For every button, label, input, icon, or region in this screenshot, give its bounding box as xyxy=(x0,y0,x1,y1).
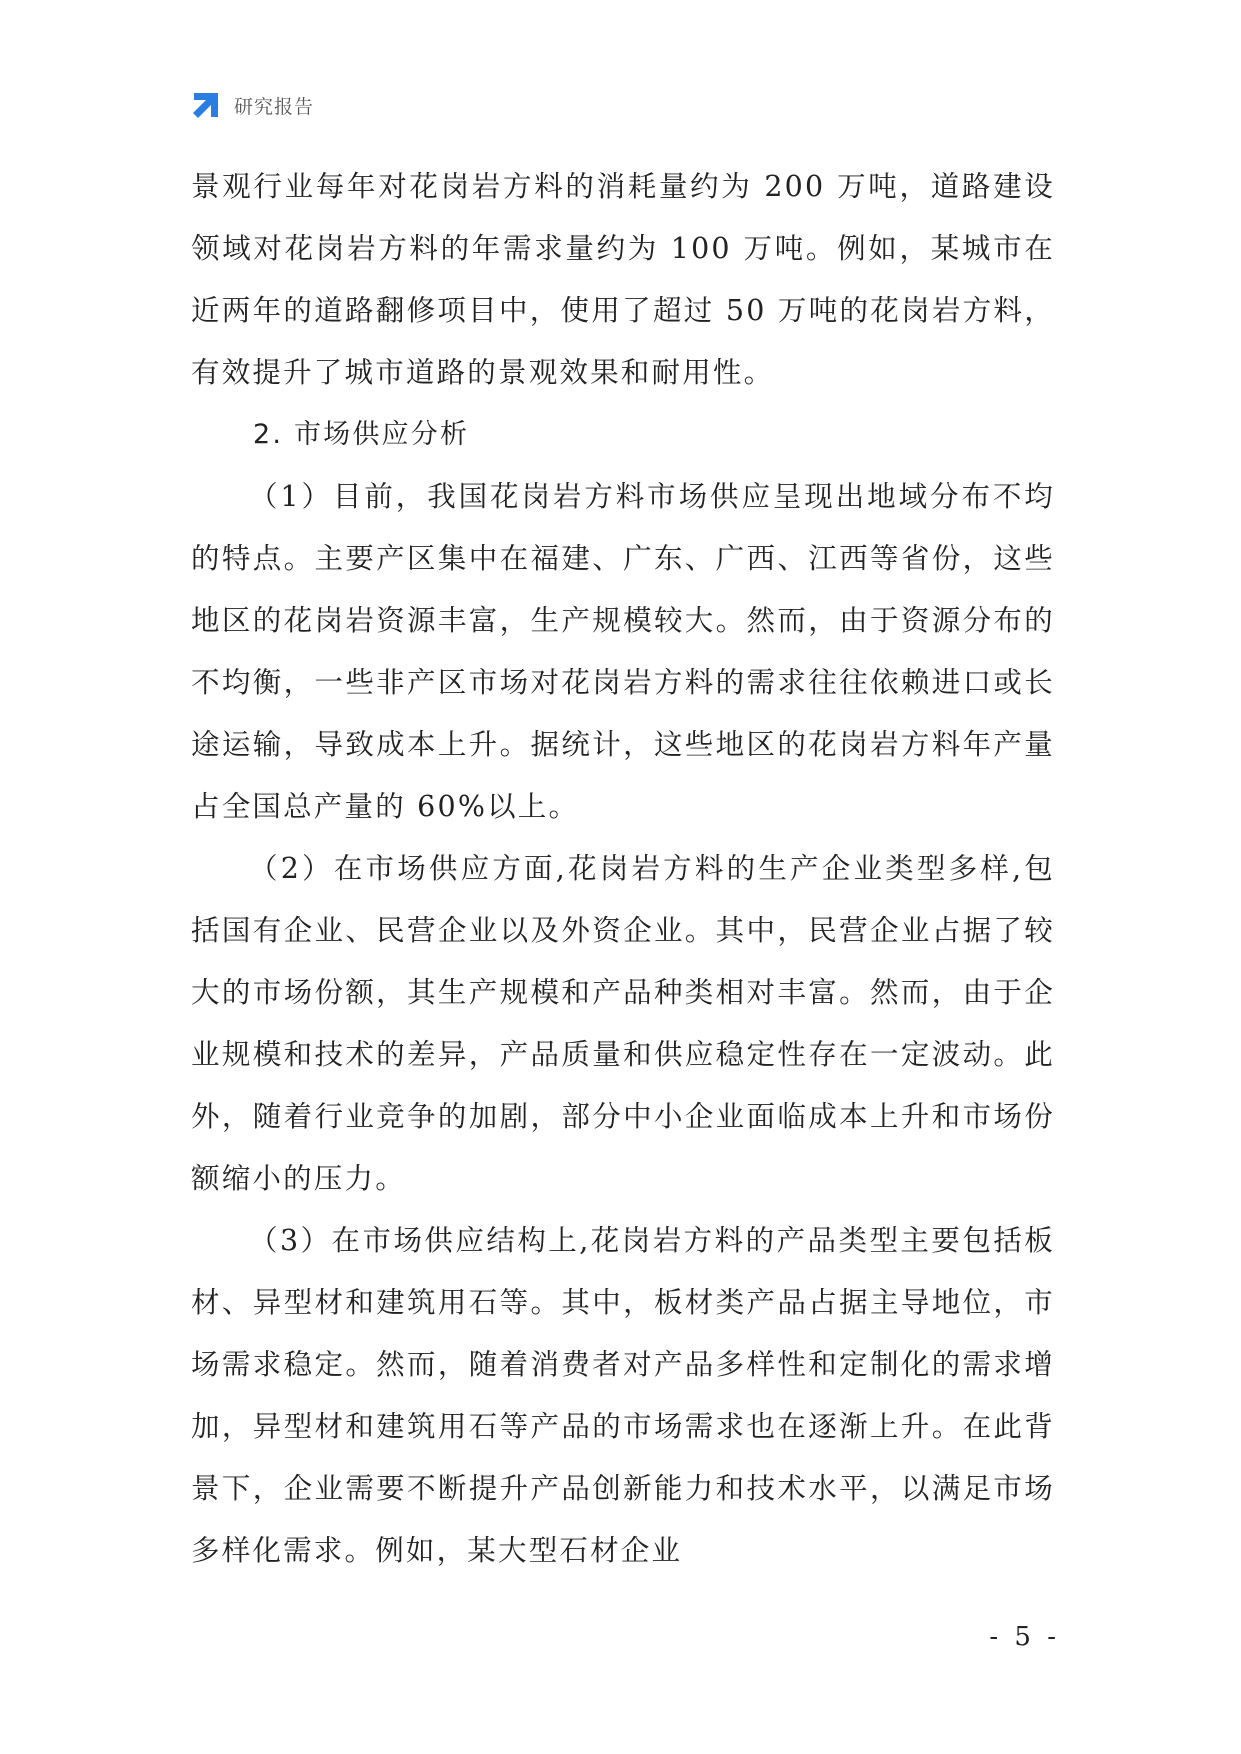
header-title: 研究报告 xyxy=(234,95,315,118)
page-number: - 5 - xyxy=(989,1622,1060,1652)
paragraph-supply-regional: （1）目前，我国花岗岩方料市场供应呈现出地域分布不均的特点。主要产区集中在福建、广东、广西、江西等省份，这些地区的花岗岩资源丰富，生产规模较大。然而，由于资源分布的不均衡，一些非产区市场对花岗岩方料的需求往往依赖进口或长途运输，导致成本上升。据统计，这些地区的花岗岩方料年产量占全国总产量的 60%以上。 xyxy=(191,480,1055,823)
section-heading-supply-analysis: 2. 市场供应分析 xyxy=(253,419,470,450)
document-body xyxy=(191,156,1055,1582)
paragraph-demand-continued: 景观行业每年对花岗岩方料的消耗量约为 200 万吨，道路建设领域对花岗岩方料的年需求量约为 100 万吨。例如，某城市在近两年的道路翻修项目中，使用了超过 50 万吨的花岗岩方料，有效提升了城市道路的景观效果和耐用性。 xyxy=(191,170,1055,389)
paragraph-supply-structure: （3）在市场供应结构上,花岗岩方料的产品类型主要包括板材、异型材和建筑用石等。其中，板材类产品占据主导地位，市场需求稳定。然而，随着消费者对产品多样性和定制化的需求增加，异型材和建筑用石等产品的市场需求也在逐渐上升。在此背景下，企业需要不断提升产品创新能力和技术水平，以满足市场多样化需求。例如，某大型石材企业 xyxy=(191,1224,1055,1567)
arrow-up-right-icon xyxy=(190,89,222,121)
paragraph-supply-enterprises: （2）在市场供应方面,花岗岩方料的生产企业类型多样,包括国有企业、民营企业以及外资企业。其中，民营企业占据了较大的市场份额，其生产规模和产品种类相对丰富。然而，由于企业规模和技术的差异，产品质量和供应稳定性存在一定波动。此外，随着行业竞争的加剧，部分中小企业面临成本上升和市场份额缩小的压力。 xyxy=(191,852,1055,1195)
report-header xyxy=(190,88,314,122)
